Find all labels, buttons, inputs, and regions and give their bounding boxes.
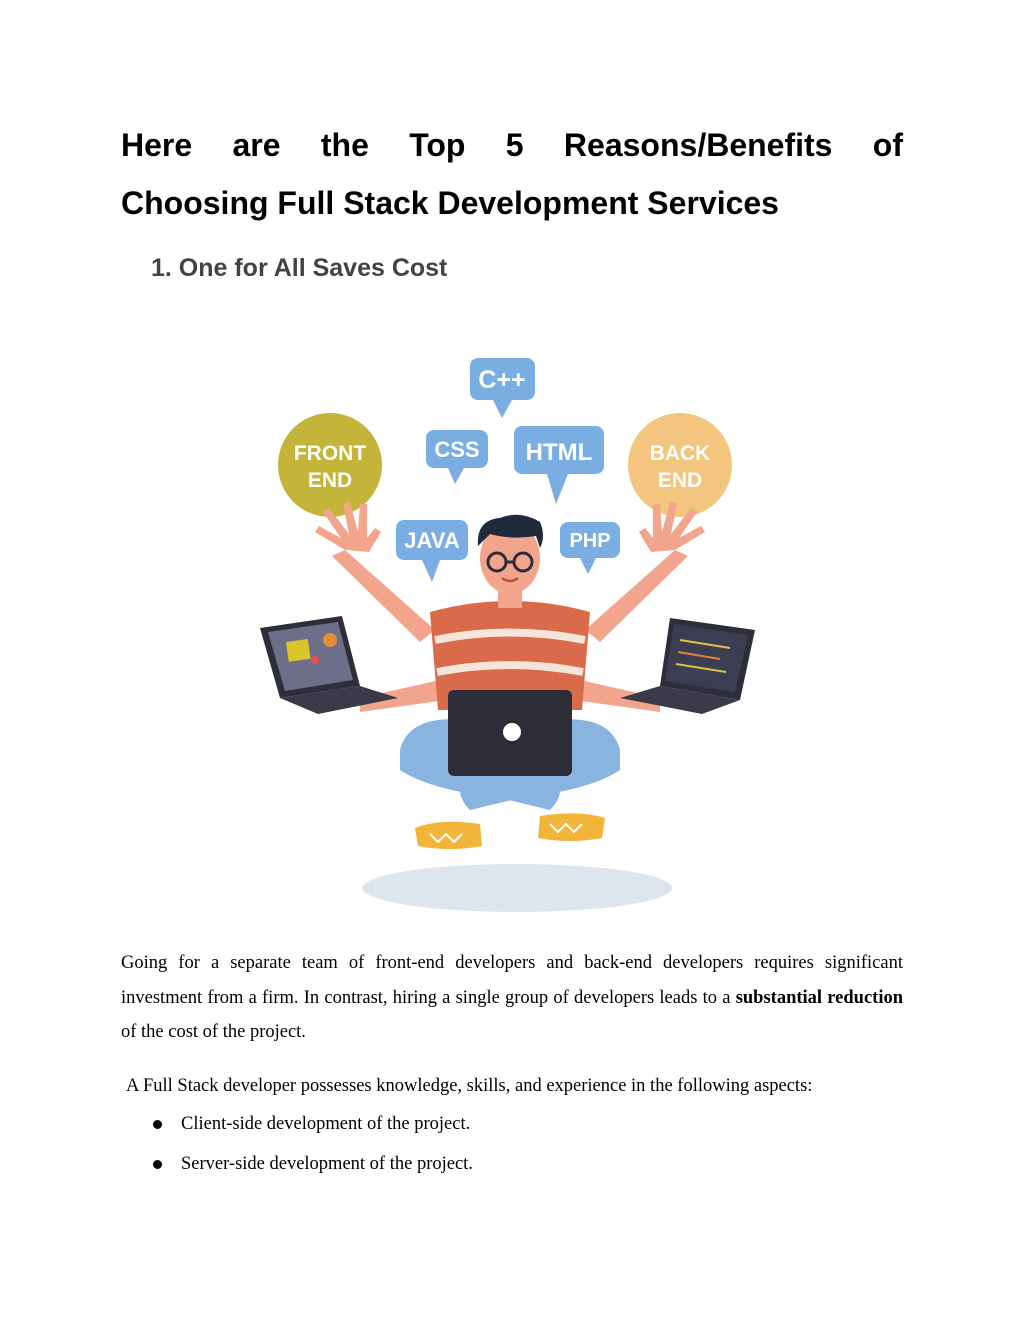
list-item	[121, 1147, 473, 1187]
paragraph-2	[121, 1071, 903, 1101]
full-stack-developer-illustration	[250, 350, 770, 920]
php-label: PHP	[569, 530, 611, 552]
paragraph-2-intro: A Full Stack developer possesses knowledge, skills, and experience in the following aspects:	[126, 1076, 813, 1096]
list-item-text: Server-side development of the project.	[181, 1154, 473, 1174]
front-end-label-2: END	[307, 469, 353, 492]
center-laptop	[448, 690, 572, 776]
bullet-icon	[153, 1120, 162, 1129]
cpp-label: C++	[478, 366, 526, 394]
left-laptop	[260, 616, 398, 714]
java-bubble	[396, 520, 468, 582]
section-heading: 1. One for All Saves Cost	[151, 254, 448, 282]
back-end-label-2: END	[657, 469, 703, 492]
html-bubble	[514, 426, 604, 504]
page-title	[121, 116, 903, 232]
list-item	[121, 1107, 473, 1147]
css-label: CSS	[434, 437, 480, 462]
developer-head	[478, 515, 543, 594]
title-line-1: Here are the Top 5 Reasons/Benefits of	[121, 127, 903, 163]
list-item-text: Client-side development of the project.	[181, 1114, 471, 1134]
php-bubble	[560, 522, 620, 574]
paragraph-1-bold: substantial reduction	[735, 987, 903, 1008]
back-end-label-1: BACK	[649, 442, 711, 465]
html-label: HTML	[525, 439, 593, 466]
java-label: JAVA	[404, 528, 460, 553]
front-end-bubble	[278, 413, 382, 517]
bullet-icon	[153, 1160, 162, 1169]
right-laptop	[620, 618, 755, 714]
back-end-bubble	[628, 413, 732, 517]
paragraph-1-part-1: Going for a separate team of front-end developers and back-end developers requires significant investment from a firm. In contrast, hiring a single group of developers leads to a	[121, 953, 903, 1008]
title-line-2: Choosing Full Stack Development Services	[121, 185, 779, 221]
floor-shadow	[362, 864, 672, 912]
front-end-label-1: FRONT	[293, 442, 367, 465]
cpp-bubble	[470, 358, 535, 418]
paragraph-1-part-2: of the cost of the project.	[121, 1022, 306, 1042]
paragraph-1	[121, 946, 903, 1050]
bullet-list	[121, 1107, 473, 1187]
css-bubble	[426, 430, 488, 484]
